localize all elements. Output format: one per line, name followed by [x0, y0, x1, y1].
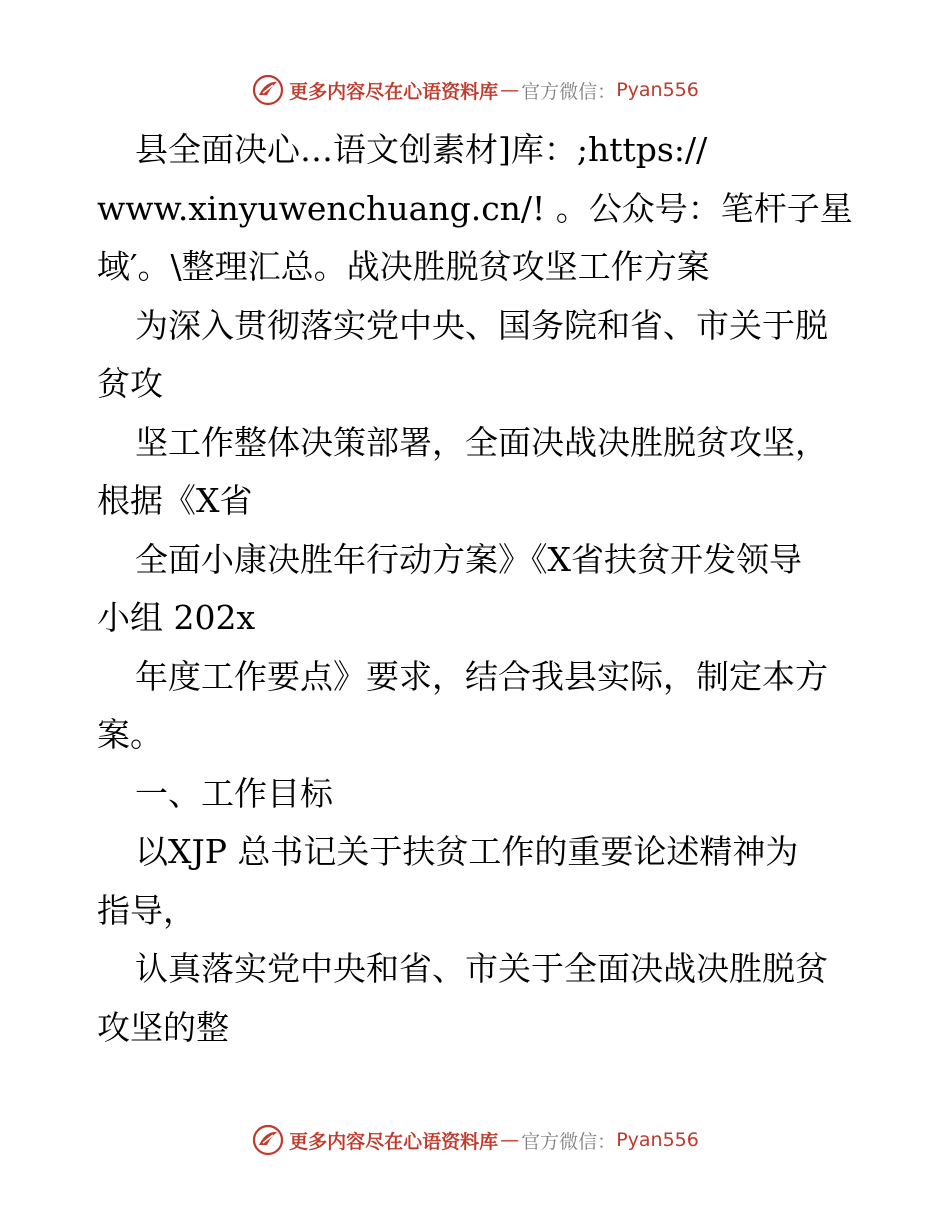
header-banner — [0, 70, 950, 110]
text-line: www.xinyuwenchuang.cn/! 。公众号：笔杆子星 — [97, 188, 853, 228]
text-line: 为深入贯彻落实党中央、国务院和省、市关于脱 — [135, 305, 828, 345]
banner-wechat-label: 官方微信： — [521, 80, 617, 103]
text-line: 小组 202x — [97, 598, 256, 637]
text-line: 坚工作整体决策部署，全面决战决胜脱贫攻坚， — [135, 422, 828, 462]
text-line: 域′。\整理汇总。战决胜脱贫攻坚工作方案 — [97, 247, 710, 286]
banner-wechat-label: 官方微信： — [521, 1130, 617, 1153]
text-line: 根据《X省 — [97, 481, 253, 520]
banner-separator: — — [500, 1129, 520, 1151]
banner-main-text: 更多内容尽在心语资料库 — [289, 80, 499, 103]
document-body — [97, 121, 857, 1057]
text-line: 指导， — [97, 890, 196, 930]
text-line: 全面小康决胜年行动方案》《X省扶贫开发领导 — [135, 539, 802, 579]
text-line: 贫攻 — [97, 364, 163, 403]
text-line: 认真落实党中央和省、市关于全面决战决胜脱贫 — [135, 949, 828, 988]
text-line: 案。 — [97, 715, 163, 754]
text-line: 年度工作要点》要求，结合我县实际，制定本方 — [135, 656, 828, 696]
text-line: 攻坚的整 — [97, 1007, 229, 1047]
banner-separator: — — [500, 79, 520, 101]
pen-circle-icon — [251, 73, 285, 107]
banner-wechat-id: Pyan556 — [616, 1129, 699, 1151]
pen-circle-icon — [251, 1123, 285, 1157]
text-line: 以XJP 总书记关于扶贫工作的重要论述精神为 — [135, 832, 799, 871]
banner-wechat-id: Pyan556 — [616, 79, 699, 101]
section-heading: 一、工作目标 — [135, 773, 333, 813]
text-line: 县全面决心…语文创素材]库：;https:// — [135, 130, 708, 169]
footer-banner — [0, 1120, 950, 1160]
banner-main-text: 更多内容尽在心语资料库 — [289, 1130, 499, 1153]
